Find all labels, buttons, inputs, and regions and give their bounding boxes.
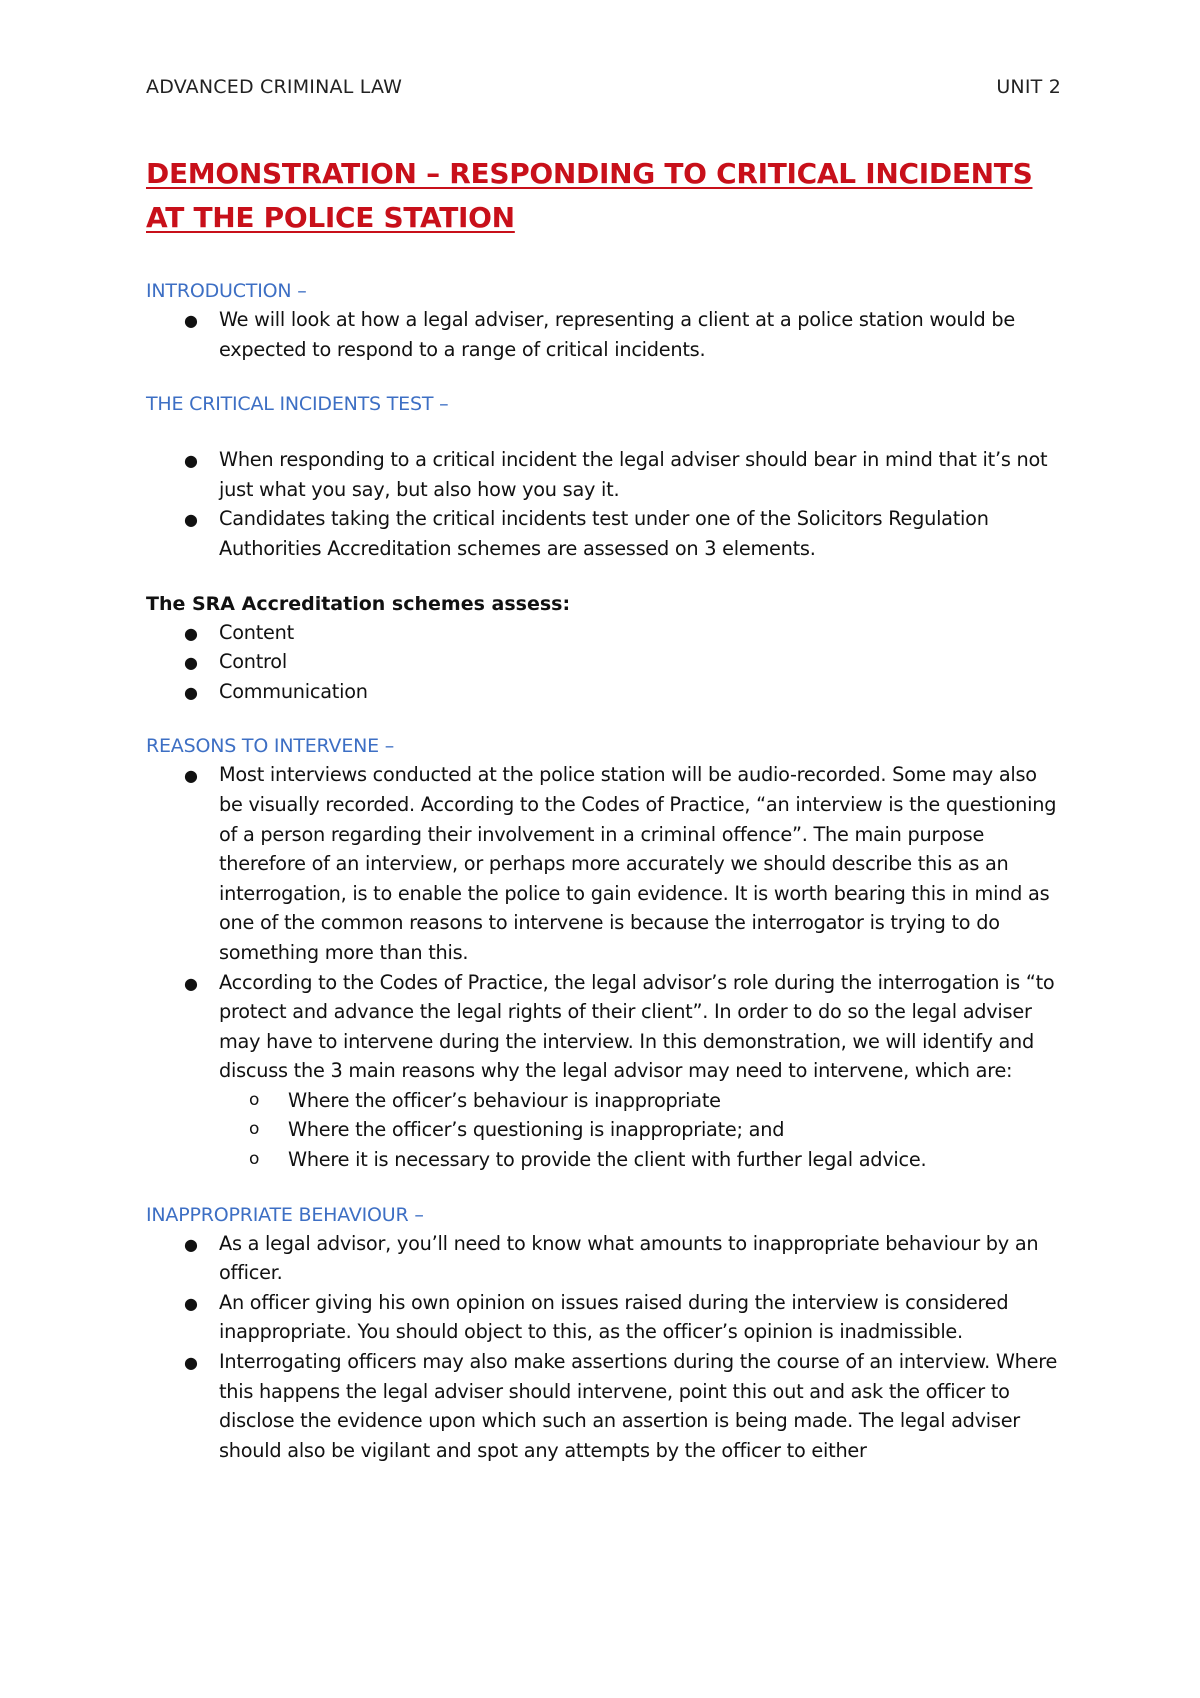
section-heading-introduction: INTRODUCTION – xyxy=(146,280,307,302)
reasons-list xyxy=(146,760,1066,1174)
list-item: ● Control xyxy=(146,647,1066,677)
header-unit: UNIT 2 xyxy=(996,76,1061,98)
bullet-icon: ● xyxy=(184,653,198,673)
bullet-icon: ● xyxy=(184,1353,198,1373)
section-heading-critical-incidents-test: THE CRITICAL INCIDENTS TEST – xyxy=(146,393,449,416)
bullet-icon: ● xyxy=(184,623,198,643)
document-title xyxy=(146,152,1046,240)
sub-list-item: o Where it is necessary to provide the client with further legal advice. xyxy=(215,1145,1066,1175)
bullet-icon: ● xyxy=(184,451,198,471)
sub-list-item: o Where the officer’s behaviour is inappropriate xyxy=(215,1086,1066,1116)
bullet-icon: ● xyxy=(184,682,198,702)
sra-assess-list xyxy=(146,618,1066,707)
list-item: ● As a legal advisor, you’ll need to know what amounts to inappropriate behaviour by an officer. xyxy=(184,1231,1039,1285)
list-item: ● Candidates taking the critical incidents test under one of the Solicitors Regulation Authorities Accreditation schemes are assessed on 3 elements. xyxy=(184,507,989,560)
introduction-list xyxy=(146,305,1066,364)
document-body xyxy=(146,278,1066,1465)
header-course-title: ADVANCED CRIMINAL LAW xyxy=(146,76,403,98)
list-item: ● When responding to a critical incident the legal adviser should bear in mind that it’s not just what you say, but also how you say it. xyxy=(184,448,1048,501)
hollow-bullet-icon: o xyxy=(249,1089,260,1110)
bullet-icon: ● xyxy=(184,1293,198,1313)
section-heading-reasons-to-intervene: REASONS TO INTERVENE – xyxy=(146,735,395,758)
list-item: ● Interrogating officers may also make assertions during the course of an interview. Where this happens the legal adviser should intervene, point this out and ask the officer to disclose the evidence upon which such an assertion is being made. The legal adviser should also be vigilant and spot any attempts by the officer to either xyxy=(184,1350,1058,1462)
hollow-bullet-icon: o xyxy=(249,1149,260,1170)
behaviour-list xyxy=(146,1229,1066,1466)
list-item: ● According to the Codes of Practice, the legal advisor’s role during the interrogation is “to protect and advance the legal rights of their client”. In order to do so the legal adviser may have to intervene during the interview. In this demonstration, we will identify and discuss the 3 main reasons why the legal advisor may need to intervene, which are: o Where the officer’s behaviour is inappropriate o Where the officer’s questioning is inappropriate; and o Where it is necessary to provide the client with further legal advice. xyxy=(146,968,1066,1175)
list-item: ● Communication xyxy=(146,677,1066,707)
bullet-icon: ● xyxy=(184,311,198,330)
sub-list-item: o Where the officer’s questioning is inappropriate; and xyxy=(215,1115,1066,1145)
list-item: ● We will look at how a legal adviser, representing a client at a police station would be expected to respond to a range of critical incidents. xyxy=(184,308,1015,361)
title-line-1: DEMONSTRATION – RESPONDING TO CRITICAL INCIDENTS xyxy=(146,157,1033,190)
section-heading-sra-assess: The SRA Accreditation schemes assess: xyxy=(146,592,571,615)
list-item: ● Content xyxy=(146,618,1066,648)
page-header xyxy=(146,76,1061,104)
bullet-icon: ● xyxy=(184,973,198,993)
list-item: ● Most interviews conducted at the police station will be audio-recorded. Some may also be visually recorded. According to the Codes of Practice, “an interview is the questioning of a person regarding their involvement in a criminal offence”. The main purpose therefore of an interview, or perhaps more accurately we should describe this as an interrogation, is to enable the police to gain evidence. It is worth bearing this in mind as one of the common reasons to intervene is because the interrogator is trying to do something more than this. xyxy=(184,763,1057,964)
reasons-sub-list xyxy=(215,1086,1066,1175)
critical-incidents-list xyxy=(146,445,1066,563)
title-line-2: AT THE POLICE STATION xyxy=(146,201,515,234)
section-heading-inappropriate-behaviour: INAPPROPRIATE BEHAVIOUR – xyxy=(146,1203,424,1226)
bullet-icon: ● xyxy=(184,510,198,530)
bullet-icon: ● xyxy=(184,1234,198,1254)
hollow-bullet-icon: o xyxy=(249,1119,260,1140)
list-item: ● An officer giving his own opinion on issues raised during the interview is considered inappropriate. You should object to this, as the officer’s opinion is inadmissible. xyxy=(184,1290,1009,1344)
bullet-icon: ● xyxy=(184,766,198,786)
